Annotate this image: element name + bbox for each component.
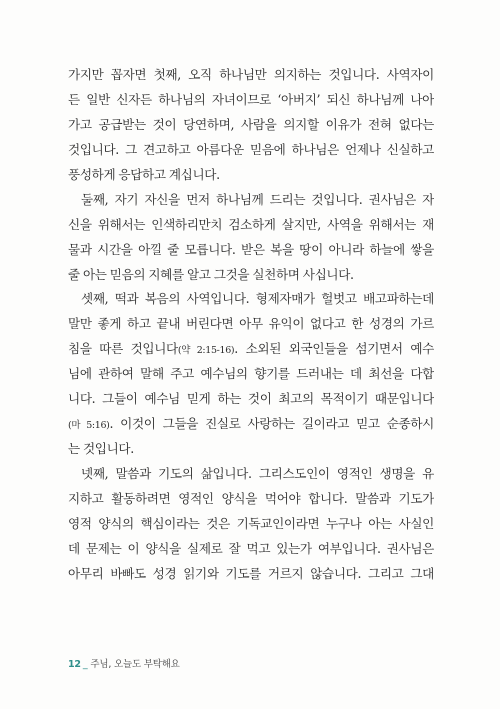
text-line: [68, 412, 434, 437]
text-line: 는 것입니다.: [68, 441, 134, 457]
text-line: 아무리 바빠도 성경 읽기와 기도를 거르지 않습니다. 그리고 그대: [68, 565, 434, 581]
text-line: 풍성하게 응답하고 계십니다.: [68, 166, 220, 182]
text-line: 지하고 활동하려면 영적인 양식을 먹어야 합니다. 말씀과 기도가: [68, 490, 434, 506]
text-line: [68, 337, 434, 362]
book-title: 주님, 오늘도 부탁해요: [90, 659, 180, 670]
text-line: 영적 양식의 핵심이라는 것은 기독교인이라면 누구나 아는 사실인: [68, 515, 434, 531]
text-line: 물과 시간을 아낄 줄 모릅니다. 받은 복을 땅이 아니라 하늘에 쌓을: [68, 241, 434, 257]
scripture-reference: (약 2:15-16): [177, 345, 235, 357]
text-line: 가고 공급받는 것이 당연하며, 사람을 의지할 이유가 전혀 없다는: [68, 116, 434, 132]
text-line: 데 문제는 이 양식을 실제로 잘 먹고 있는가 여부입니다. 권사님은: [68, 540, 434, 556]
text-line: 것입니다. 그 견고하고 아름다운 믿음에 하나님은 언제나 신실하고: [68, 141, 434, 157]
text-segment: 침을 따른 것입니다: [68, 341, 178, 357]
text-line: 니다. 그들이 예수님 믿게 하는 것이 최고의 목적이기 때문입니다: [68, 391, 434, 407]
footer-separator: _: [82, 659, 88, 670]
text-segment: . 이것이 그들을 진실로 사랑하는 길이라고 믿고 순종하시: [109, 416, 434, 432]
page-footer: [68, 656, 180, 670]
text-line: 셋째, 떡과 복음의 사역입니다. 형제자매가 헐벗고 배고파하는데: [81, 291, 434, 307]
text-line: 신을 위해서는 인색하리만치 검소하게 살지만, 사역을 위해서는 재: [68, 216, 434, 232]
text-line: 든 일반 신자든 하나님의 자녀이므로 ‘아버지’ 되신 하나님께 나아: [68, 91, 434, 107]
body-text: [68, 63, 434, 587]
text-segment: . 소외된 외국인들을 섬기면서 예수: [234, 341, 434, 357]
text-line: 말만 좋게 하고 끝내 버린다면 아무 유익이 없다고 한 성경의 가르: [68, 316, 434, 332]
text-line: 가지만 꼽자면 첫째, 오직 하나님만 의지하는 것입니다. 사역자이: [68, 67, 434, 82]
scripture-reference: (마 5:16): [68, 420, 110, 432]
page-number: 12: [68, 659, 81, 670]
text-line: 넷째, 말씀과 기도의 삶입니다. 그리스도인이 영적인 생명을 유: [81, 466, 434, 481]
text-line: 님에 관하여 말해 주고 예수님의 향기를 드러내는 데 최선을 다합: [68, 366, 434, 382]
text-line: 줄 아는 믿음의 지혜를 알고 그것을 실천하며 사십니다.: [68, 266, 354, 282]
text-line: 둘째, 자기 자신을 먼저 하나님께 드리는 것입니다. 권사님은 자: [81, 191, 434, 207]
